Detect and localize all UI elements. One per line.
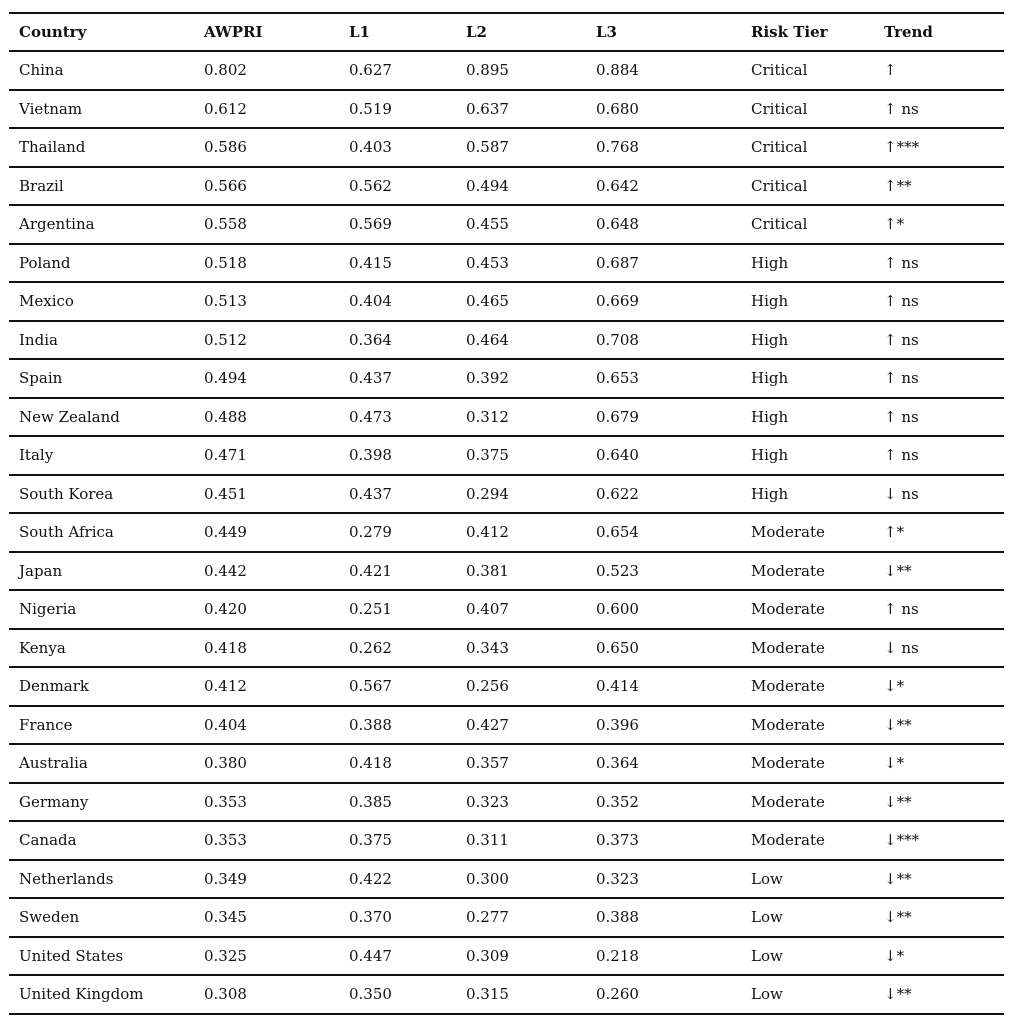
table-row xyxy=(9,667,1004,706)
l3-cell: 0.388 xyxy=(596,908,639,927)
l2-cell: 0.309 xyxy=(466,946,509,965)
risk-tier-cell: Critical xyxy=(751,99,808,118)
risk-tier-cell: High xyxy=(751,330,789,349)
l2-cell: 0.637 xyxy=(466,99,509,118)
l2-cell: 0.494 xyxy=(466,176,509,195)
awpri-cell: 0.802 xyxy=(204,61,247,80)
l2-cell: 0.357 xyxy=(466,754,509,773)
l1-cell: 0.519 xyxy=(349,99,392,118)
l1-cell: 0.567 xyxy=(349,677,392,696)
table-row xyxy=(9,436,1004,475)
header-row xyxy=(9,13,1004,51)
header-l2: L2 xyxy=(466,23,487,41)
trend-cell: ↑ ns xyxy=(884,253,919,272)
trend-cell: ↑ ns xyxy=(884,446,919,465)
country-cell: Argentina xyxy=(19,215,95,234)
trend-cell: ↓* xyxy=(884,754,905,773)
risk-tier-cell: High xyxy=(751,292,789,311)
trend-cell: ↓* xyxy=(884,946,905,965)
risk-tier-cell: Moderate xyxy=(751,523,825,542)
trend-cell: ↓** xyxy=(884,985,912,1004)
table-row xyxy=(9,282,1004,321)
l2-cell: 0.587 xyxy=(466,138,509,157)
l3-cell: 0.396 xyxy=(596,715,639,734)
trend-cell: ↓* xyxy=(884,677,905,696)
country-cell: Sweden xyxy=(19,908,80,927)
table-row xyxy=(9,898,1004,937)
table-row xyxy=(9,937,1004,976)
risk-tier-cell: High xyxy=(751,446,789,465)
table-row xyxy=(9,821,1004,860)
l2-cell: 0.381 xyxy=(466,561,509,580)
l2-cell: 0.465 xyxy=(466,292,509,311)
trend-cell: ↓*** xyxy=(884,831,920,850)
l3-cell: 0.218 xyxy=(596,946,639,965)
table-row xyxy=(9,167,1004,206)
l2-cell: 0.300 xyxy=(466,869,509,888)
risk-tier-cell: Moderate xyxy=(751,792,825,811)
l2-cell: 0.407 xyxy=(466,600,509,619)
awpri-cell: 0.420 xyxy=(204,600,247,619)
table-row xyxy=(9,475,1004,514)
country-cell: Vietnam xyxy=(19,99,83,118)
l3-cell: 0.648 xyxy=(596,215,639,234)
awpri-cell: 0.404 xyxy=(204,715,247,734)
l3-cell: 0.669 xyxy=(596,292,639,311)
country-cell: Netherlands xyxy=(19,869,114,888)
l3-cell: 0.373 xyxy=(596,831,639,850)
trend-cell: ↑ ns xyxy=(884,292,919,311)
awpri-cell: 0.558 xyxy=(204,215,247,234)
l3-cell: 0.650 xyxy=(596,638,639,657)
l1-cell: 0.375 xyxy=(349,831,392,850)
table-row xyxy=(9,398,1004,437)
trend-cell: ↑ ns xyxy=(884,369,919,388)
awpri-cell: 0.449 xyxy=(204,523,247,542)
l1-cell: 0.279 xyxy=(349,523,392,542)
l3-cell: 0.323 xyxy=(596,869,639,888)
risk-tier-cell: Low xyxy=(751,869,783,888)
trend-cell: ↑ ns xyxy=(884,600,919,619)
table-row xyxy=(9,975,1004,1014)
table-row xyxy=(9,321,1004,360)
risk-tier-cell: Moderate xyxy=(751,831,825,850)
awpri-cell: 0.471 xyxy=(204,446,247,465)
awpri-cell: 0.518 xyxy=(204,253,247,272)
l1-cell: 0.385 xyxy=(349,792,392,811)
awpri-cell: 0.488 xyxy=(204,407,247,426)
risk-tier-cell: High xyxy=(751,253,789,272)
trend-cell: ↓ ns xyxy=(884,484,919,503)
l1-cell: 0.447 xyxy=(349,946,392,965)
l1-cell: 0.437 xyxy=(349,369,392,388)
country-cell: South Korea xyxy=(19,484,114,503)
country-cell: Germany xyxy=(19,792,89,811)
risk-tier-cell: Critical xyxy=(751,138,808,157)
awpri-cell: 0.494 xyxy=(204,369,247,388)
table-row xyxy=(9,783,1004,822)
country-cell: France xyxy=(19,715,73,734)
awpri-cell: 0.451 xyxy=(204,484,247,503)
awpri-table xyxy=(9,12,1004,1015)
country-cell: Japan xyxy=(19,561,63,580)
awpri-cell: 0.418 xyxy=(204,638,247,657)
table-header xyxy=(9,13,1004,51)
country-cell: Brazil xyxy=(19,176,64,195)
table-row xyxy=(9,513,1004,552)
l2-cell: 0.323 xyxy=(466,792,509,811)
l3-cell: 0.352 xyxy=(596,792,639,811)
l1-cell: 0.364 xyxy=(349,330,392,349)
risk-tier-cell: Moderate xyxy=(751,754,825,773)
awpri-cell: 0.566 xyxy=(204,176,247,195)
awpri-cell: 0.380 xyxy=(204,754,247,773)
risk-tier-cell: Moderate xyxy=(751,600,825,619)
l1-cell: 0.627 xyxy=(349,61,392,80)
l2-cell: 0.277 xyxy=(466,908,509,927)
l1-cell: 0.403 xyxy=(349,138,392,157)
awpri-cell: 0.586 xyxy=(204,138,247,157)
l3-cell: 0.622 xyxy=(596,484,639,503)
table-row xyxy=(9,860,1004,899)
trend-cell: ↑* xyxy=(884,215,905,234)
l1-cell: 0.398 xyxy=(349,446,392,465)
awpri-table-container xyxy=(9,12,1004,1015)
risk-tier-cell: Critical xyxy=(751,61,808,80)
awpri-cell: 0.353 xyxy=(204,831,247,850)
header-awpri: AWPRI xyxy=(204,23,263,41)
l3-cell: 0.687 xyxy=(596,253,639,272)
country-cell: Spain xyxy=(19,369,63,388)
trend-cell: ↑** xyxy=(884,176,912,195)
l1-cell: 0.437 xyxy=(349,484,392,503)
awpri-cell: 0.442 xyxy=(204,561,247,580)
l1-cell: 0.251 xyxy=(349,600,392,619)
country-cell: South Africa xyxy=(19,523,114,542)
table-row xyxy=(9,744,1004,783)
l2-cell: 0.312 xyxy=(466,407,509,426)
awpri-cell: 0.512 xyxy=(204,330,247,349)
awpri-cell: 0.308 xyxy=(204,985,247,1004)
trend-cell: ↑ ns xyxy=(884,330,919,349)
l3-cell: 0.640 xyxy=(596,446,639,465)
risk-tier-cell: High xyxy=(751,484,789,503)
awpri-cell: 0.345 xyxy=(204,908,247,927)
awpri-cell: 0.353 xyxy=(204,792,247,811)
header-l3: L3 xyxy=(596,23,617,41)
awpri-cell: 0.412 xyxy=(204,677,247,696)
table-row xyxy=(9,552,1004,591)
country-cell: Thailand xyxy=(19,138,86,157)
header-trend: Trend xyxy=(884,23,933,41)
l3-cell: 0.364 xyxy=(596,754,639,773)
l3-cell: 0.260 xyxy=(596,985,639,1004)
country-cell: United Kingdom xyxy=(19,985,144,1004)
l1-cell: 0.350 xyxy=(349,985,392,1004)
l2-cell: 0.895 xyxy=(466,61,509,80)
l2-cell: 0.427 xyxy=(466,715,509,734)
awpri-cell: 0.325 xyxy=(204,946,247,965)
l3-cell: 0.414 xyxy=(596,677,639,696)
l3-cell: 0.653 xyxy=(596,369,639,388)
table-row xyxy=(9,51,1004,90)
table-row xyxy=(9,706,1004,745)
risk-tier-cell: Moderate xyxy=(751,561,825,580)
country-cell: New Zealand xyxy=(19,407,120,426)
header-l1: L1 xyxy=(349,23,370,41)
l2-cell: 0.311 xyxy=(466,831,509,850)
trend-cell: ↑ ns xyxy=(884,407,919,426)
l3-cell: 0.679 xyxy=(596,407,639,426)
country-cell: United States xyxy=(19,946,124,965)
awpri-cell: 0.513 xyxy=(204,292,247,311)
trend-cell: ↓** xyxy=(884,792,912,811)
country-cell: Denmark xyxy=(19,677,89,696)
l1-cell: 0.262 xyxy=(349,638,392,657)
l1-cell: 0.404 xyxy=(349,292,392,311)
risk-tier-cell: Moderate xyxy=(751,715,825,734)
country-cell: India xyxy=(19,330,58,349)
awpri-cell: 0.349 xyxy=(204,869,247,888)
l1-cell: 0.473 xyxy=(349,407,392,426)
trend-cell: ↓** xyxy=(884,715,912,734)
trend-cell: ↓** xyxy=(884,908,912,927)
l1-cell: 0.370 xyxy=(349,908,392,927)
l3-cell: 0.680 xyxy=(596,99,639,118)
l3-cell: 0.708 xyxy=(596,330,639,349)
country-cell: Australia xyxy=(19,754,88,773)
trend-cell: ↓** xyxy=(884,869,912,888)
l2-cell: 0.375 xyxy=(466,446,509,465)
l3-cell: 0.654 xyxy=(596,523,639,542)
country-cell: Poland xyxy=(19,253,71,272)
risk-tier-cell: Low xyxy=(751,985,783,1004)
l1-cell: 0.422 xyxy=(349,869,392,888)
table-row xyxy=(9,128,1004,167)
trend-cell: ↑ xyxy=(884,61,897,80)
table-row xyxy=(9,90,1004,129)
header-country: Country xyxy=(19,23,87,41)
country-cell: Canada xyxy=(19,831,77,850)
l2-cell: 0.315 xyxy=(466,985,509,1004)
l2-cell: 0.464 xyxy=(466,330,509,349)
l3-cell: 0.600 xyxy=(596,600,639,619)
table-row xyxy=(9,629,1004,668)
country-cell: Nigeria xyxy=(19,600,77,619)
l2-cell: 0.294 xyxy=(466,484,509,503)
table-body xyxy=(9,51,1004,1014)
l2-cell: 0.256 xyxy=(466,677,509,696)
country-cell: Mexico xyxy=(19,292,74,311)
l3-cell: 0.642 xyxy=(596,176,639,195)
country-cell: Kenya xyxy=(19,638,66,657)
risk-tier-cell: High xyxy=(751,407,789,426)
risk-tier-cell: Critical xyxy=(751,215,808,234)
l1-cell: 0.415 xyxy=(349,253,392,272)
table-row xyxy=(9,205,1004,244)
risk-tier-cell: Moderate xyxy=(751,638,825,657)
risk-tier-cell: Critical xyxy=(751,176,808,195)
table-row xyxy=(9,244,1004,283)
l1-cell: 0.562 xyxy=(349,176,392,195)
l1-cell: 0.421 xyxy=(349,561,392,580)
header-risk-tier: Risk Tier xyxy=(751,23,828,41)
trend-cell: ↑ ns xyxy=(884,99,919,118)
l3-cell: 0.523 xyxy=(596,561,639,580)
trend-cell: ↑* xyxy=(884,523,905,542)
l2-cell: 0.453 xyxy=(466,253,509,272)
l2-cell: 0.455 xyxy=(466,215,509,234)
trend-cell: ↓** xyxy=(884,561,912,580)
country-cell: Italy xyxy=(19,446,54,465)
l1-cell: 0.418 xyxy=(349,754,392,773)
l2-cell: 0.392 xyxy=(466,369,509,388)
table-row xyxy=(9,359,1004,398)
trend-cell: ↑*** xyxy=(884,138,920,157)
l1-cell: 0.569 xyxy=(349,215,392,234)
risk-tier-cell: High xyxy=(751,369,789,388)
l3-cell: 0.768 xyxy=(596,138,639,157)
l2-cell: 0.343 xyxy=(466,638,509,657)
country-cell: China xyxy=(19,61,64,80)
trend-cell: ↓ ns xyxy=(884,638,919,657)
risk-tier-cell: Moderate xyxy=(751,677,825,696)
awpri-cell: 0.612 xyxy=(204,99,247,118)
risk-tier-cell: Low xyxy=(751,908,783,927)
l2-cell: 0.412 xyxy=(466,523,509,542)
l3-cell: 0.884 xyxy=(596,61,639,80)
table-row xyxy=(9,590,1004,629)
risk-tier-cell: Low xyxy=(751,946,783,965)
l1-cell: 0.388 xyxy=(349,715,392,734)
